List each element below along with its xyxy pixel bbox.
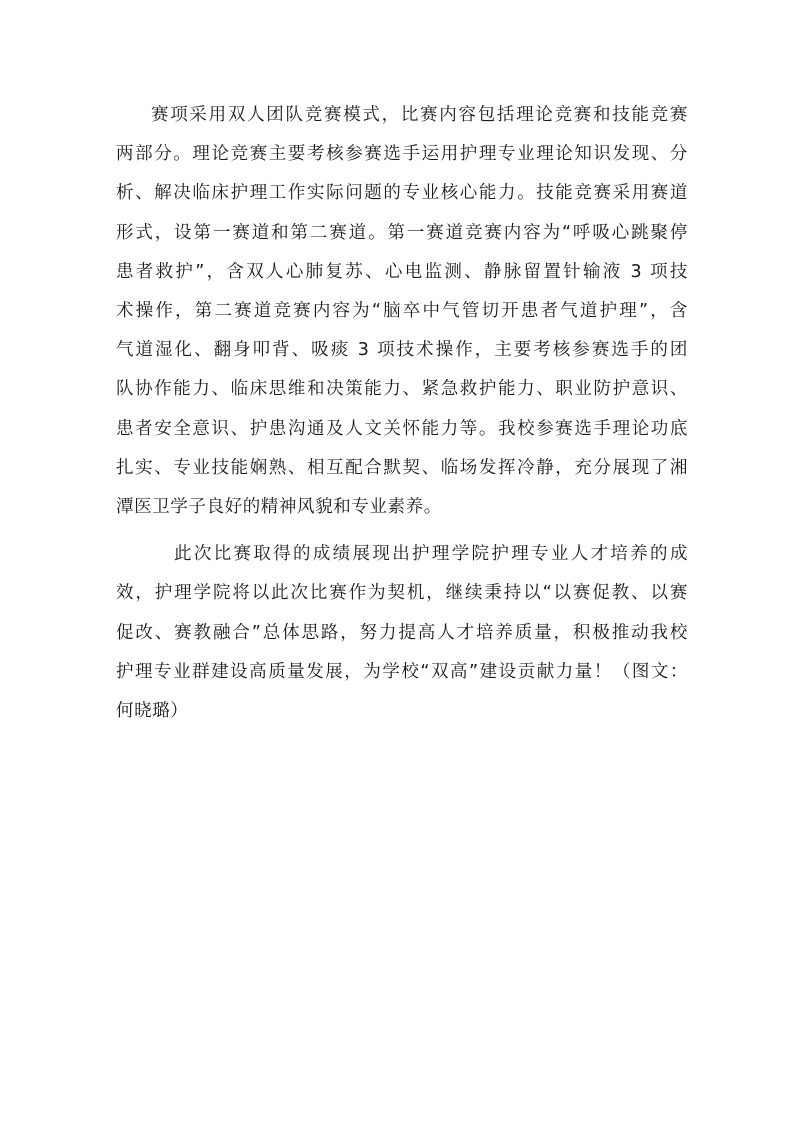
text-line: 潭医卫学子良好的精神风貌和专业素养。 <box>116 497 442 518</box>
text-line: 促改、赛教融合”总体思路，努力提高人才培养质量，积极推动我校 <box>116 622 688 643</box>
text-line: 队协作能力、临床思维和决策能力、紧急救护能力、职业防护意识、 <box>116 379 688 400</box>
text-line: 赛项采用双人团队竞赛模式，比赛内容包括理论竞赛和技能竞赛 <box>151 105 688 125</box>
paragraph-gap <box>116 527 688 535</box>
text-line: 气道湿化、翻身叩背、吸痰 3 项技术操作，主要考核参赛选手的团 <box>116 340 688 361</box>
text-line: 形式，设第一赛道和第二赛道。第一赛道竞赛内容为“呼吸心跳聚停 <box>116 222 688 243</box>
paragraph-1 <box>116 96 688 527</box>
text-line: 何晓璐） <box>116 701 189 722</box>
text-line: 析、解决临床护理工作实际问题的专业核心能力。技能竞赛采用赛道 <box>116 183 688 204</box>
text-line: 扎实、专业技能娴熟、相互配合默契、临场发挥冷静，充分展现了湘 <box>116 457 688 478</box>
text-line: 患者安全意识、护患沟通及人文关怀能力等。我校参赛选手理论功底 <box>116 418 688 439</box>
paragraph-2 <box>116 535 688 731</box>
text-line: 患者救护”，含双人心肺复苏、心电监测、静脉留置针输液 3 项技 <box>116 261 688 282</box>
document-body <box>116 96 688 731</box>
text-line: 术操作，第二赛道竞赛内容为“脑卒中气管切开患者气道护理”，含 <box>116 301 688 322</box>
text-line: 两部分。理论竞赛主要考核参赛选手运用护理专业理论知识发现、分 <box>116 144 688 165</box>
text-line: 此次比赛取得的成绩展现出护理学院护理专业人才培养的成 <box>174 544 688 565</box>
text-line: 效，护理学院将以此次比赛作为契机，继续秉持以“以赛促教、以赛 <box>116 583 688 604</box>
text-line: 护理专业群建设高质量发展，为学校“双高”建设贡献力量！（图文： <box>116 661 688 682</box>
